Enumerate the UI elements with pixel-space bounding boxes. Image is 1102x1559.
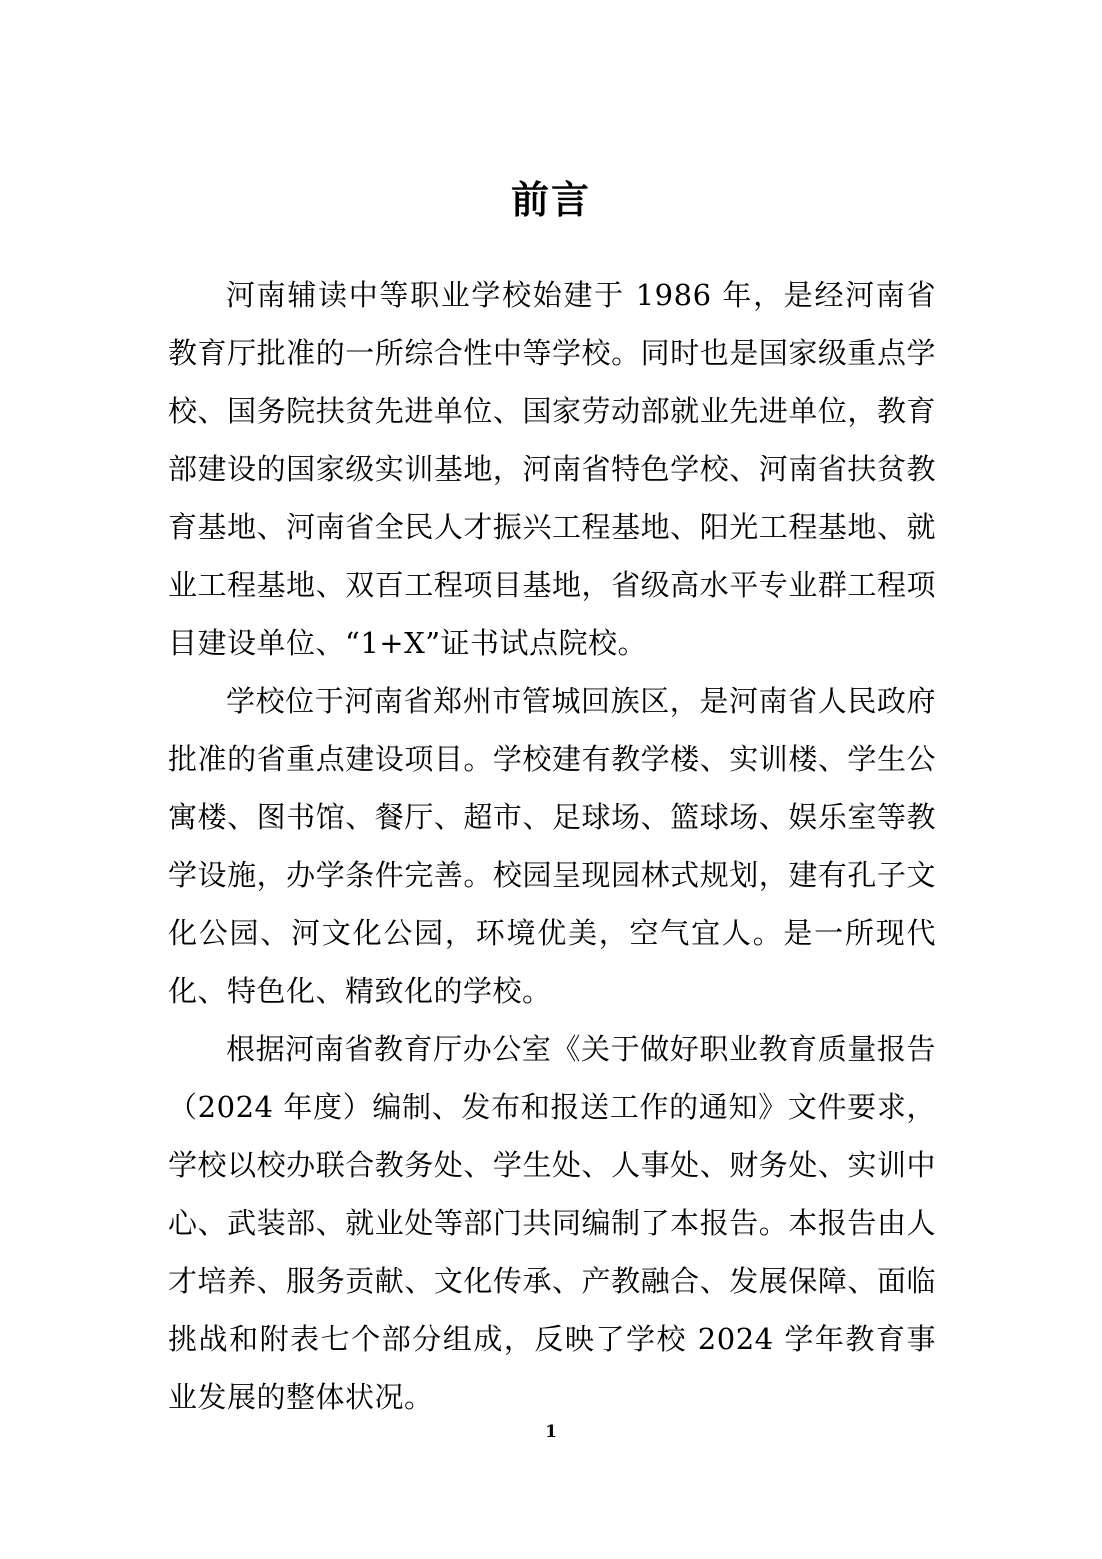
page-number: 1	[545, 1422, 557, 1442]
paragraph-school-history: 河南辅读中等职业学校始建于 1986 年，是经河南省教育厅批准的一所综合性中等学校。同时也是国家级重点学校、国务院扶贫先进单位、国家劳动部就业先进单位，教育部建设的国家级实训基地，河南省特色学校、河南省扶贫教育基地、河南省全民人才振兴工程基地、阳光工程基地、就业工程基地、双百工程项目基地，省级高水平专业群工程项目建设单位、“1+X”证书试点院校。	[168, 278, 936, 660]
body-text	[168, 266, 936, 1426]
paragraph-report-basis: 根据河南省教育厅办公室《关于做好职业教育质量报告（2024 年度）编制、发布和报送工作的通知》文件要求，学校以校办联合教务处、学生处、人事处、财务处、实训中心、武装部、就业处等部门共同编制了本报告。本报告由人才培养、服务贡献、文化传承、产教融合、发展保障、面临挑战和附表七个部分组成，反映了学校 2024 学年教育事业发展的整体状况。	[168, 1032, 936, 1414]
paragraph-school-location: 学校位于河南省郑州市管城回族区，是河南省人民政府批准的省重点建设项目。学校建有教学楼、实训楼、学生公寓楼、图书馆、餐厅、超市、足球场、篮球场、娱乐室等教学设施，办学条件完善。校园呈现园林式规划，建有孔子文化公园、河文化公园，环境优美，空气宜人。是一所现代化、特色化、精致化的学校。	[168, 684, 936, 1008]
page-title: 前言	[510, 178, 591, 222]
